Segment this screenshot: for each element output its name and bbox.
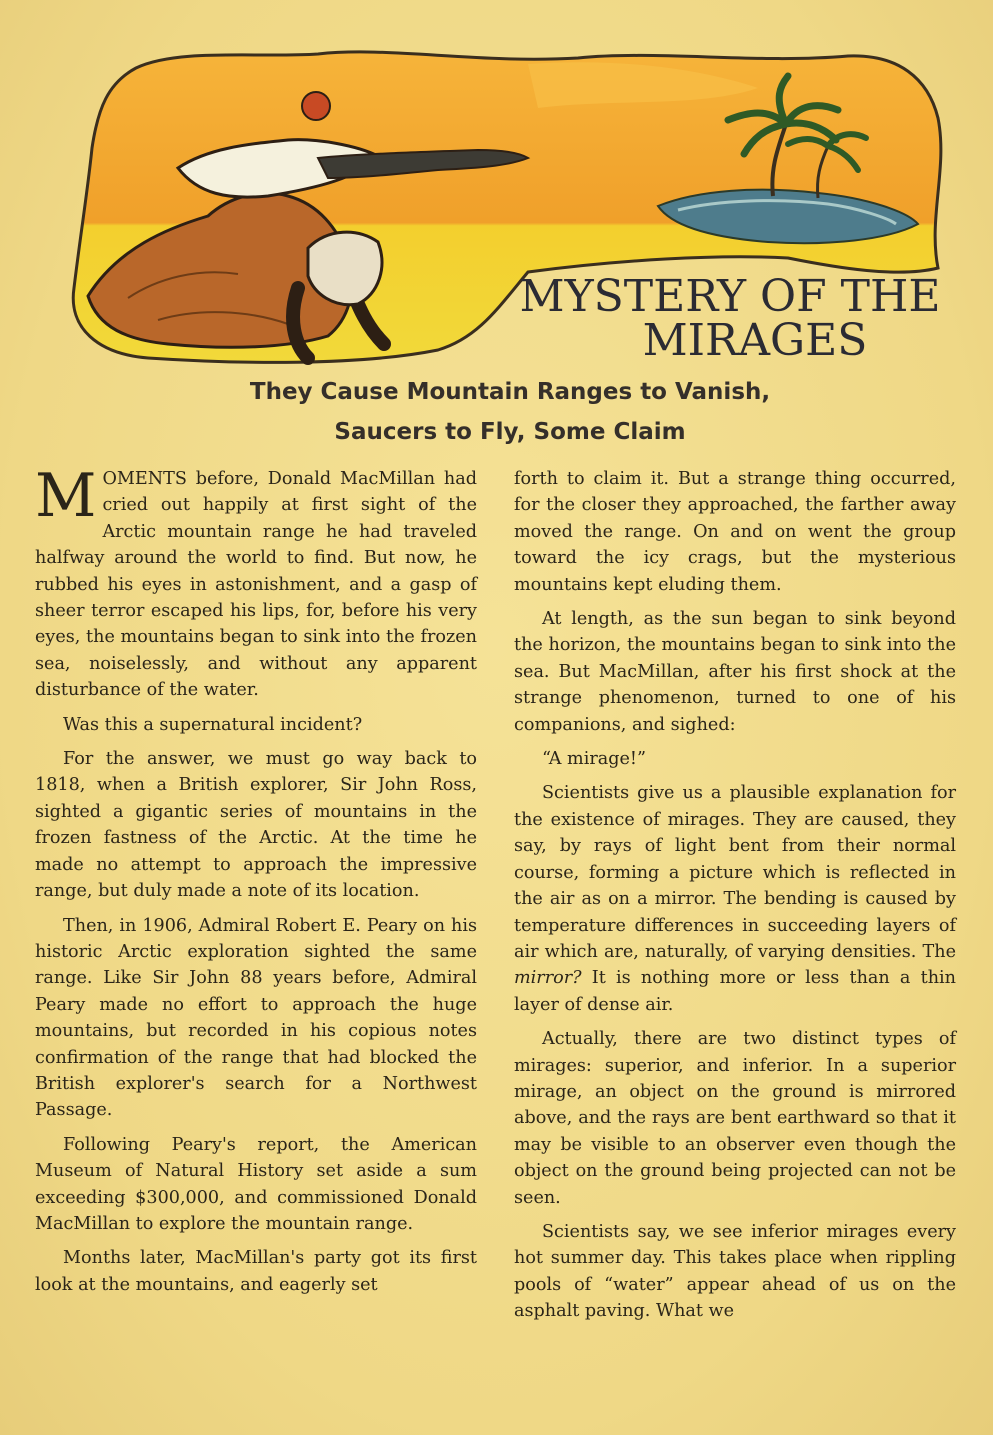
- paragraph: forth to claim it. But a strange thing occurred, for the closer they approached, the farther away moved the range. On and on went the group toward the icy crags, but the mysterious mountains kept eluding them.: [514, 469, 956, 595]
- emphasis-text: mirror?: [514, 968, 582, 989]
- title-line-2: MIRAGES: [642, 315, 868, 366]
- article-title: [500, 271, 950, 366]
- paragraph: At length, as the sun began to sink beyond the horizon, the mountains began to sink into the sea. But MacMillan, after his first shock at the strange phenomenon, turned to one of his companions, and sighed:: [514, 609, 956, 735]
- paragraph: Following Peary's report, the American Museum of Natural History set aside a sum exceeding $300,000, and commissioned Donald MacMillan to explore the mountain range.: [35, 1134, 477, 1234]
- paragraph: Actually, there are two distinct types of mirages: superior, and inferior. In a superior mirage, an object on the ground is mirrored above, and the rays are bent earthward so that it may be visible to an observer even though the object on the ground being projected can not be seen.: [514, 1029, 956, 1208]
- subtitle-line-1: They Cause Mountain Ranges to Vanish,: [249, 379, 771, 405]
- paragraph-text: It is nothing more or less than a thin layer of dense air.: [514, 968, 956, 1015]
- paragraph: Months later, MacMillan's party got its first look at the mountains, and eagerly set: [35, 1248, 477, 1295]
- paragraph-text: Scientists give us a plausible explanation for the existence of mirages. They are caused, they say, by rays of light bent from their normal course, forming a picture which is reflected in the air as on a mirror. The bending is caused by temperature differences in succeeding layers of air which are, naturally, of varying densities. The: [514, 783, 956, 962]
- article-subtitle: [150, 372, 870, 452]
- paragraph: [514, 780, 956, 1018]
- paragraph: Scientists say, we see inferior mirages every hot summer day. This takes place when rippling pools of “water” appear ahead of us on the asphalt paving. What we: [514, 1221, 956, 1322]
- right-column: [514, 466, 956, 1333]
- subtitle-line-2: Saucers to Fly, Some Claim: [334, 419, 686, 445]
- title-line-1: MYSTERY OF THE: [519, 271, 941, 322]
- paragraph: Then, in 1906, Admiral Robert E. Peary on his historic Arctic exploration sighted the same range. Like Sir John 88 years before, Admiral Peary made no effort to approach the huge mountains, but recorded in his copious notes confirmation of the range that had blocked the British explorer's search for a Northwest Passage.: [35, 915, 477, 1121]
- left-column: [35, 461, 477, 1306]
- paragraph-text: OMENTS before, Donald MacMillan had cried out happily at first sight of the Arctic mountain range he had traveled halfway around the world to find. But now, he rubbed his eyes in astonishment, and a gasp of sheer terror escaped his lips, for, before his very eyes, the mountains began to sink into the frozen sea, noiselessly, and without any apparent disturbance of the water.: [35, 469, 477, 701]
- paragraph: “A mirage!”: [542, 749, 646, 770]
- paragraph: [35, 461, 477, 704]
- paragraph: For the answer, we must go way back to 1818, when a British explorer, Sir John Ross, sighted a gigantic series of mountains in the frozen fastness of the Arctic. At the time he made no attempt to approach the impressive range, but duly made a note of its location.: [35, 749, 477, 902]
- paragraph: Was this a supernatural incident?: [63, 714, 363, 735]
- drop-cap: M: [35, 461, 97, 531]
